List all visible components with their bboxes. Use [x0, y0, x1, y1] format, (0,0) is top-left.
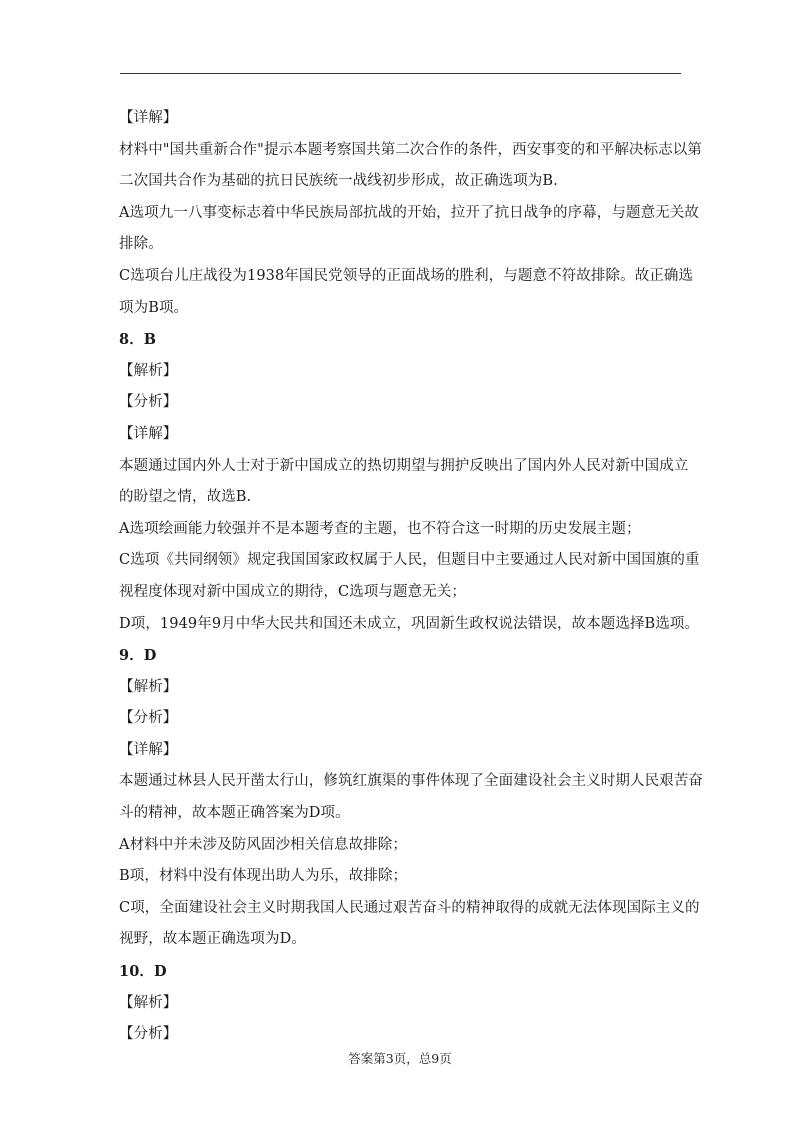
answer-content	[119, 103, 703, 1051]
section-label: 【详解】	[119, 110, 178, 126]
text-line: 的盼望之情，故选B.	[119, 489, 252, 506]
text-line: A选项九一八事变标志着中华民族局部抗战的开始，拉开了抗日战争的序幕，与题意无关故	[119, 204, 699, 221]
text-line: 二次国共合作为基础的抗日民族统一战线初步形成，故正确选项为B.	[119, 173, 558, 190]
text-line: D项，1949年9月中华大民共和国还未成立，巩固新生政权说法错误，故本题选择B选项。	[119, 615, 700, 632]
text-line: A材料中并未涉及防风固沙相关信息故排除；	[119, 836, 407, 853]
page-footer: 答案第3页，总9页	[348, 1051, 452, 1066]
section-label: 【解析】	[119, 678, 178, 695]
text-line: B项，材料中没有体现出助人为乐，故排除；	[119, 868, 408, 885]
text-line: A选项绘画能力较强并不是本题考查的主题，也不符合这一时期的历史发展主题；	[119, 520, 641, 537]
text-line: 本题通过国内外人士对于新中国成立的热切期望与拥护反映出了国内外人民对新中国成立	[119, 457, 689, 474]
answer-number: 10．D	[119, 963, 167, 981]
answer-number: 9．D	[119, 647, 157, 665]
text-line: 排除。	[119, 236, 163, 253]
section-label: 【分析】	[119, 394, 178, 411]
text-line: 本题通过林县人民开凿太行山，修筑红旗渠的事件体现了全面建设社会主义时期人民艰苦奋	[119, 773, 703, 790]
section-label: 【解析】	[119, 362, 178, 379]
text-line: 视程度体现对新中国成立的期待，C选项与题意无关；	[119, 583, 466, 600]
text-line: C选项台儿庄战役为1938年国民党领导的正面战场的胜利，与题意不符故排除。故正确选	[119, 267, 694, 284]
section-label: 【详解】	[119, 741, 178, 758]
text-line: 项为B项。	[119, 299, 189, 316]
text-line: C项，全面建设社会主义时期我国人民通过艰苦奋斗的精神取得的成就无法体现国际主义的	[119, 899, 700, 916]
section-label: 【详解】	[119, 425, 178, 442]
text-line: 视野，故本题正确选项为D。	[119, 931, 306, 948]
text-line: 斗的精神，故本题正确答案为D项。	[119, 805, 350, 822]
header-rule	[120, 73, 681, 74]
section-label: 【分析】	[119, 710, 178, 727]
text-line: 材料中"国共重新合作"提示本题考察国共第二次合作的条件，西安事变的和平解决标志以第	[119, 141, 702, 158]
text-line: C选项《共同纲领》规定我国国家政权属于人民，但题目中主要通过人民对新中国国旗的重	[119, 552, 700, 569]
section-label: 【解析】	[119, 994, 178, 1011]
section-label: 【分析】	[119, 1026, 178, 1043]
answer-number: 8．B	[119, 331, 157, 349]
